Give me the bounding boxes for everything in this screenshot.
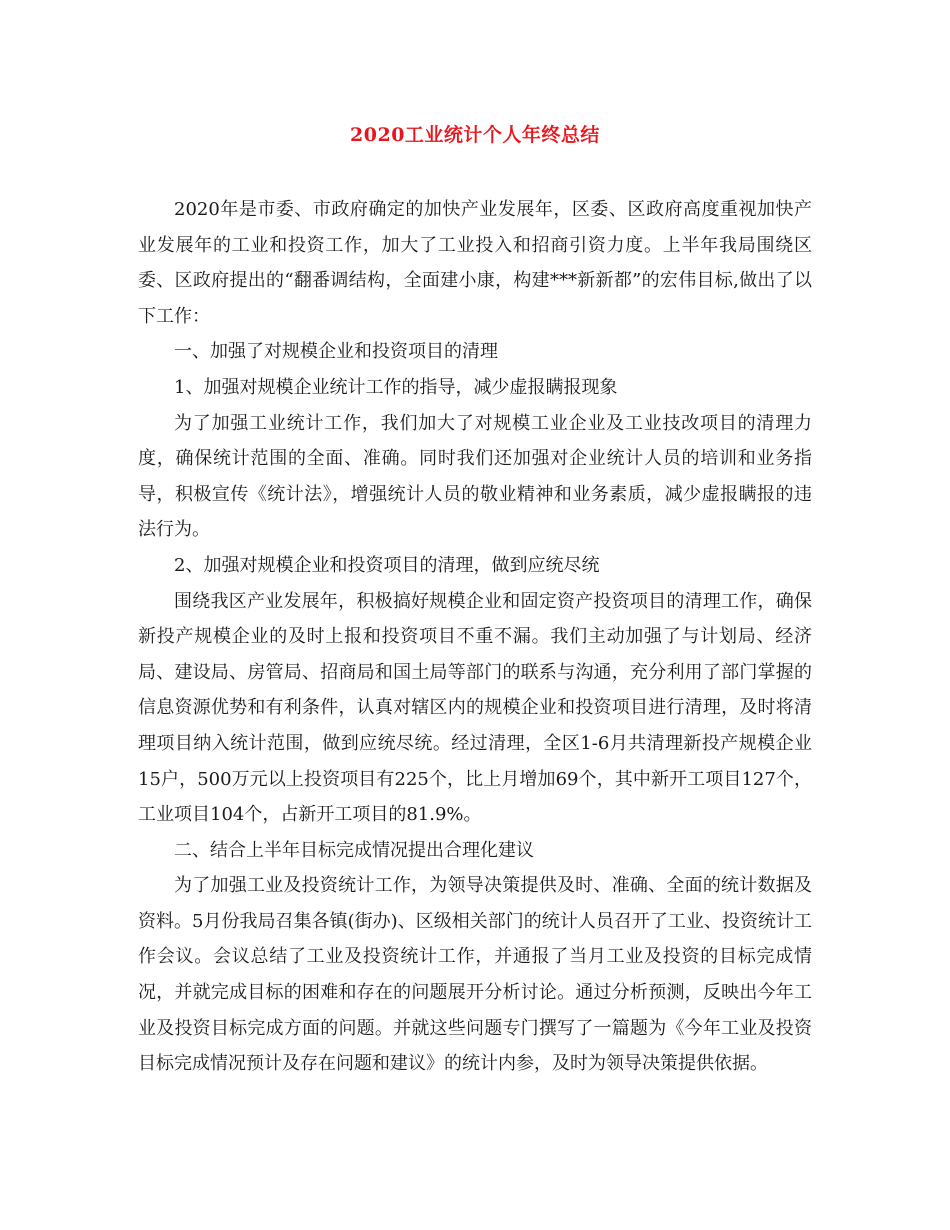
document-title: 2020工业统计个人年终总结 (350, 124, 600, 146)
section-heading-2: 二、结合上半年目标完成情况提出合理化建议 (174, 839, 534, 861)
paragraph-3: 为了加强工业及投资统计工作，为领导决策提供及时、准确、全面的统计数据及资料。5月份我局召集各镇(街办)、区级相关部门的统计人员召开了工业、投资统计工作会议。会议总结了工业及投资统计工作，并通报了当月工业及投资的目标完成情况，并就完成目标的困难和存在的问题展开分析讨论。通过分析预测，反映出今年工业及投资目标完成方面的问题。并就这些问题专门撰写了一篇题为《今年工业及投资目标完成情况预计及存在问题和建议》的统计内参，及时为领导决策提供依据。 (138, 875, 812, 1075)
paragraph-1: 为了加强工业统计工作，我们加大了对规模工业企业及工业技改项目的清理力度，确保统计范围的全面、准确。同时我们还加强对企业统计人员的培训和业务指导，积极宣传《统计法》，增强统计人员的敬业精神和业务素质，减少虚报瞒报的违法行为。 (138, 412, 812, 541)
section-heading-1: 一、加强了对规模企业和投资项目的清理 (174, 341, 498, 363)
document-body (138, 192, 812, 1082)
paragraph-2: 围绕我区产业发展年，积极搞好规模企业和固定资产投资项目的清理工作，确保新投产规模企业的及时上报和投资项目不重不漏。我们主动加强了与计划局、经济局、建设局、房管局、招商局和国土局等部门的联系与沟通，充分利用了部门掌握的信息资源优势和有利条件，认真对辖区内的规模企业和投资项目进行清理，及时将清理项目纳入统计范围，做到应统尽统。经过清理，全区1-6月共清理新投产规模企业15户，500万元以上投资项目有225个，比上月增加69个，其中新开工项目127个，工业项目104个，占新开工项目的81.9%。 (138, 590, 812, 826)
subsection-heading-2: 2、加强对规模企业和投资项目的清理，做到应统尽统 (174, 554, 600, 576)
subsection-heading-1: 1、加强对规模企业统计工作的指导，减少虚报瞒报现象 (174, 376, 618, 398)
paragraph-intro: 2020年是市委、市政府确定的加快产业发展年，区委、区政府高度重视加快产业发展年的工业和投资工作，加大了工业投入和招商引资力度。上半年我局围绕区委、区政府提出的“翻番调结构，全面建小康，构建***新新都”的宏伟目标,做出了以下工作： (138, 199, 812, 327)
